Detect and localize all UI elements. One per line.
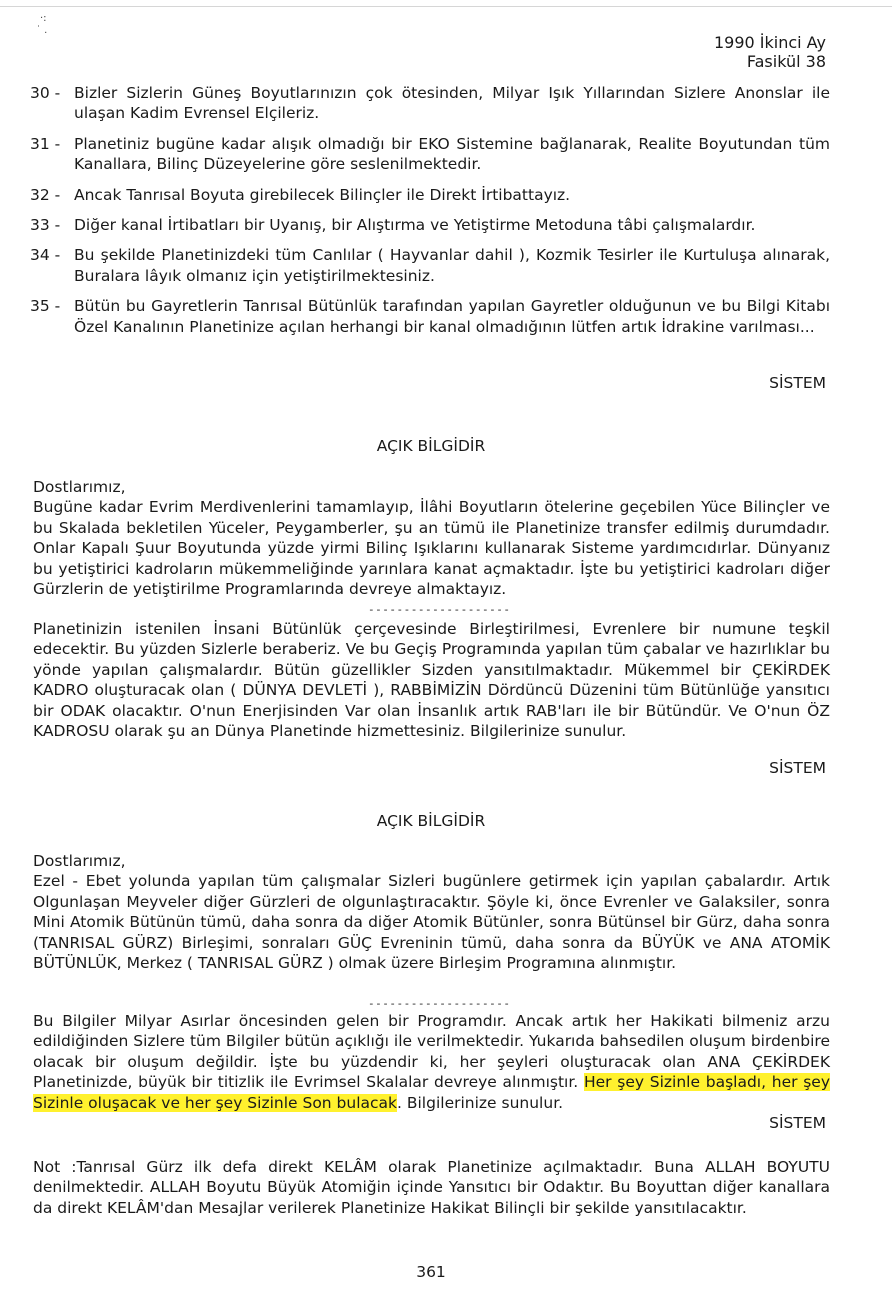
paragraph: Ezel - Ebet yolunda yapılan tüm çalışmalar Sizleri bugünlere getirmek için yapılan çabalardır. Artık Olgunlaşan Meyveler diğer Gürzleri de olgunlaştıracaktır. Şöyle ki, önce Evrenler ve Galaksiler, sonra Mini Atomik Bütünün tümü, daha sonra da diğer Atomik Bütünler, sonra Bütünsel bir Gürz, daha sonra (TANRISAL GÜRZ) Birleşimi, sonraları GÜÇ Evreninin tümü, daha sonra da BÜYÜK ve ANA ATOMİK BÜTÜNLÜK, Merkez ( TANRISAL GÜRZ ) olmak üzere Birleşim Programına alınmıştır. [33, 872, 830, 973]
item-text: Planetiniz bugüne kadar alışık olmadığı bir EKO Sistemine bağlanarak, Realite Boyutundan tüm Kanallara, Bilinç Düzeyelerine göre seslenilmektedir. [74, 134, 830, 174]
list-item [30, 245, 830, 286]
paragraph-text: . Bilgilerinize sunulur. [397, 1093, 564, 1112]
item-number: 34 - [30, 246, 61, 265]
header-fascicle: Fasikül 38 [746, 52, 826, 71]
item-number: 32 - [30, 185, 61, 204]
section-body [33, 851, 830, 973]
paragraph: Bugüne kadar Evrim Merdivenlerini tamamlayıp, İlâhi Boyutların ötelerine geçebilen Yüce Bilinçler ve bu Skalada bekletilen Yüceler, Peygamberler, şu an tümü ile Planetinize transfer edilmiş durumdadır. Onlar Kapalı Şuur Boyutunda yüzde yirmi Bilinç Işıklarını kullanarak Sisteme yardımcıdırlar. Dünyanız bu yetiştirici kadroların mükemmeliğinde yarınlara kanat açmaktadır. İşte bu yetiştirici kadroları diğer Gürzlerin de yetiştirilme Programlarında devreye almaktayız. [33, 498, 830, 599]
scan-speck-mark: ·: [40, 13, 47, 24]
section-body [33, 619, 830, 741]
item-text: Bu şekilde Planetinizdeki tüm Canlılar ( Hayvanlar dahil ), Kozmik Tesirler ile Kurtuluşa alınarak, Buralara lâyık olmanız için yetiştirilmektesiniz. [74, 246, 830, 285]
numbered-list [30, 83, 830, 347]
note-block [33, 1157, 830, 1218]
highlighted-text: Her şey Sizinle başladı, her şey Sizinle oluşacak ve her şey Sizinle Son bulacak [33, 1073, 830, 1112]
item-text: Ancak Tanrısal Boyuta girebilecek Bilinçler ile Direkt İrtibattayız. [74, 185, 571, 204]
paragraph-text: Bu Bilgiler Milyar Asırlar öncesinden gelen bir Programdır. Ancak artık her Hakikati bilmeniz arzu edildiğinden Sizlere tüm Bilgiler bütün açıklığı ile verilmektedir. Yukarıda bahsedilen oluşum birdenbire olacak bir oluşum değildir. İşte bu yüzdendir ki, her şeyleri oluşturacak olan ANA ÇEKİRDEK Planetinizde, büyük bir titizlik ile Evrimsel Skalalar devreye alınmıştır. [33, 1012, 830, 1092]
greeting: Dostlarımız, [33, 478, 126, 496]
paragraph: Planetinizin istenilen İnsani Bütünlük çerçevesinde Birleştirilmesi, Evrenlere bir numune teşkil edecektir. Bu yüzden Sizlerle beraberiz. Ve bu Geçiş Programında yapılan tüm çabalar ve hazırlıklar bu yönde yapılan çalışmalardır. Bütün güzellikler Sizden yansıtılmaktadır. Mükemmel bir ÇEKİRDEK KADRO oluşturacak olan ( DÜNYA DEVLETİ ), RABBİMİZİN Dördüncü Düzenini tüm Bütünlüğe yansıtıcı bir ODAK olacaktır. O'nun Enerjisinden Var olan İnsanlık artık RAB'ları ile bir Bütündür. Ve O'nun ÖZ KADROSU olarak şu an Dünya Planetinde hizmettesiniz. Bilgilerinize sunulur. [33, 620, 830, 741]
separator: -------------------- [368, 603, 511, 616]
list-item [30, 215, 830, 235]
item-number: 33 - [30, 216, 61, 235]
page-header [714, 33, 826, 71]
item-text: Bütün bu Gayretlerin Tanrısal Bütünlük tarafından yapılan Gayretler olduğunun ve bu Bilgi Kitabı Özel Kanalının Planetinize açılan herhangi bir kanal olmadığının lütfen artık İdrakine varılması... [74, 297, 830, 336]
item-number: 35 - [30, 297, 61, 316]
scan-edge-line [0, 6, 892, 7]
separator: -------------------- [368, 997, 511, 1010]
section-heading: AÇIK BİLGİDİR [376, 437, 486, 455]
item-number: 30 - [30, 84, 61, 102]
scan-speck-mark: ˙ . [36, 25, 48, 36]
section-body [33, 1011, 830, 1113]
list-item [30, 134, 830, 175]
signature: SİSTEM [769, 1114, 826, 1132]
list-item [30, 83, 830, 124]
page-number: 361 [416, 1263, 446, 1281]
section-heading: AÇIK BİLGİDİR [376, 812, 486, 830]
signature: SİSTEM [769, 759, 826, 777]
header-date: 1990 İkinci Ay [713, 33, 826, 52]
list-item [30, 185, 830, 205]
list-item [30, 296, 830, 337]
signature: SİSTEM [769, 374, 826, 392]
paragraph [33, 1011, 830, 1113]
item-number: 31 - [30, 134, 61, 153]
item-text: Bizler Sizlerin Güneş Boyutlarınızın çok ötesinden, Milyar Işık Yıllarından Sizlere Anonslar ile ulaşan Kadim Evrensel Elçileriz. [74, 84, 830, 123]
note-text: Not :Tanrısal Gürz ilk defa direkt KELÂM olarak Planetinize açılmaktadır. Buna ALLAH BOYUTU denilmektedir. ALLAH Boyutu Büyük Atomiğin içinde Yansıtıcı bir Odaktır. Bu Boyuttan diğer kanallara da direkt KELÂM'dan Mesajlar verilerek Planetinize Hakikat Bilinçli bir şekilde yansıtılacaktır. [33, 1158, 830, 1217]
section-body [33, 477, 830, 599]
greeting: Dostlarımız, [33, 852, 126, 870]
item-text: Diğer kanal İrtibatları bir Uyanış, bir Alıştırma ve Yetiştirme Metoduna tâbi çalışmalardır. [74, 216, 756, 235]
